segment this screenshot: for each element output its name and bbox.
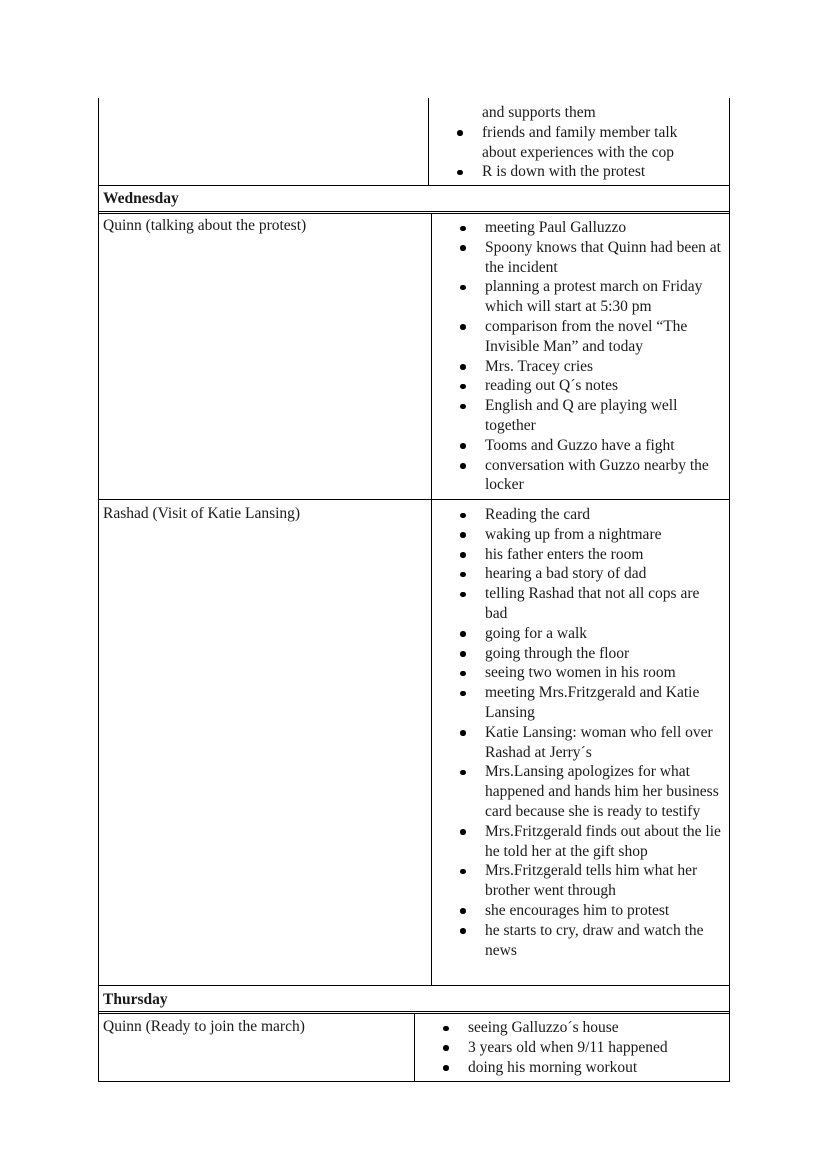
table-border-left [98,185,99,213]
table-border-left [98,1013,99,1082]
list-item: she encourages him to protest [456,901,724,921]
list-item: planning a protest march on Friday which will start at 5:30 pm [456,277,724,317]
list-item: and supports them [482,104,596,121]
list-item: hearing a bad story of dad [456,564,724,584]
list-item: telling Rashad that not all cops are bad [456,584,724,624]
list-item: conversation with Guzzo nearby the locker [456,456,724,496]
notes-list [456,218,724,495]
list-item: Spoony knows that Quinn had been at the incident [456,238,724,278]
list-item: R is down with the protest [453,162,715,182]
list-item: reading out Q´s notes [456,376,724,396]
list-item: meeting Paul Galluzzo [456,218,724,238]
table-border-right [729,185,730,213]
list-item: meeting Mrs.Fritzgerald and Katie Lansing [456,683,724,723]
list-item: going through the floor [456,644,724,664]
notes-list-prev [453,103,715,182]
list-item: going for a walk [456,624,724,644]
list-item: 3 years old when 9/11 happened [439,1038,724,1058]
table-border-right [729,98,730,186]
table-border-left [98,213,99,986]
table-border-left [98,985,99,1013]
list-item: waking up from a nightmare [456,525,724,545]
table-rule [98,1081,730,1082]
table-column-divider [428,98,429,186]
scene-cell: Quinn (Ready to join the march) [103,1018,305,1035]
list-item: Mrs.Fritzgerald finds out about the lie he told her at the gift shop [456,822,724,862]
list-item: Tooms and Guzzo have a fight [456,436,724,456]
list-item: friends and family member talk about experiences with the cop [453,123,715,163]
table-rule [98,499,730,500]
table-rule [98,985,730,986]
day-heading-wednesday: Wednesday [103,190,179,207]
table-rule [98,213,730,214]
table-rule [98,211,730,212]
list-item: doing his morning workout [439,1058,724,1078]
list-item: Katie Lansing: woman who fell over Rashad at Jerry´s [456,723,724,763]
day-heading-thursday: Thursday [103,991,168,1008]
table-column-divider [414,1013,415,1082]
scene-cell: Quinn (talking about the protest) [103,217,307,234]
table-rule [98,1011,730,1012]
notes-list [456,505,724,960]
notes-list [439,1018,724,1077]
table-border-left [98,98,99,186]
list-item: he starts to cry, draw and watch the news [456,921,724,961]
list-item: Reading the card [456,505,724,525]
list-item: English and Q are playing well together [456,396,724,436]
table-column-divider [431,213,432,986]
list-item: his father enters the room [456,545,724,565]
list-item: comparison from the novel “The Invisible Man” and today [456,317,724,357]
list-item: Mrs. Tracey cries [456,357,724,377]
list-item: seeing Galluzzo´s house [439,1018,724,1038]
table-rule [98,185,730,186]
list-item: Mrs.Lansing apologizes for what happened and hands him her business card because she is ready to testify [456,762,724,821]
scene-cell: Rashad (Visit of Katie Lansing) [103,505,301,522]
list-item: Mrs.Fritzgerald tells him what her brother went through [456,861,724,901]
list-item: seeing two women in his room [456,663,724,683]
table-border-right [729,1013,730,1082]
table-border-right [729,985,730,1013]
table-border-right [729,213,730,986]
